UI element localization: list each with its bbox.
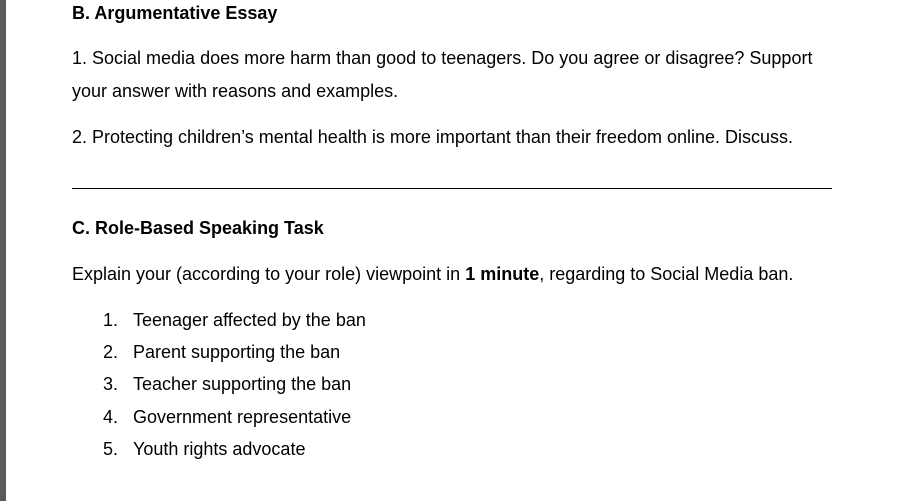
role-number: 3. — [103, 374, 119, 394]
role-list-item — [103, 309, 366, 331]
role-list-item — [103, 373, 351, 395]
section-b-heading: B. Argumentative Essay — [72, 3, 278, 23]
role-number: 1. — [103, 310, 119, 330]
role-label: Government representative — [133, 407, 352, 427]
role-label: Teenager affected by the ban — [133, 310, 366, 330]
question-1-line-2: your answer with reasons and examples. — [72, 81, 399, 101]
document-page — [6, 0, 912, 501]
instruction-time-bold: 1 minute — [465, 264, 540, 284]
section-c-heading: C. Role-Based Speaking Task — [72, 218, 324, 238]
role-label: Parent supporting the ban — [133, 342, 341, 362]
role-number: 4. — [103, 407, 119, 427]
question-2: 2. Protecting children’s mental health is more important than their freedom online. Discuss. — [72, 127, 794, 147]
role-list-item — [103, 438, 305, 460]
role-label: Youth rights advocate — [133, 439, 306, 459]
role-label: Teacher supporting the ban — [133, 374, 352, 394]
question-1-line-1: 1. Social media does more harm than good to teenagers. Do you agree or disagree? Support — [72, 48, 813, 68]
role-number: 5. — [103, 439, 119, 459]
instruction-text-after: , regarding to Social Media ban. — [539, 264, 794, 284]
instruction-text-before: Explain your (according to your role) viewpoint in — [72, 264, 466, 284]
role-list-item — [103, 406, 351, 428]
section-divider-line — [72, 188, 832, 189]
speaking-task-instruction — [72, 263, 793, 285]
role-number: 2. — [103, 342, 119, 362]
role-list-item — [103, 341, 340, 363]
